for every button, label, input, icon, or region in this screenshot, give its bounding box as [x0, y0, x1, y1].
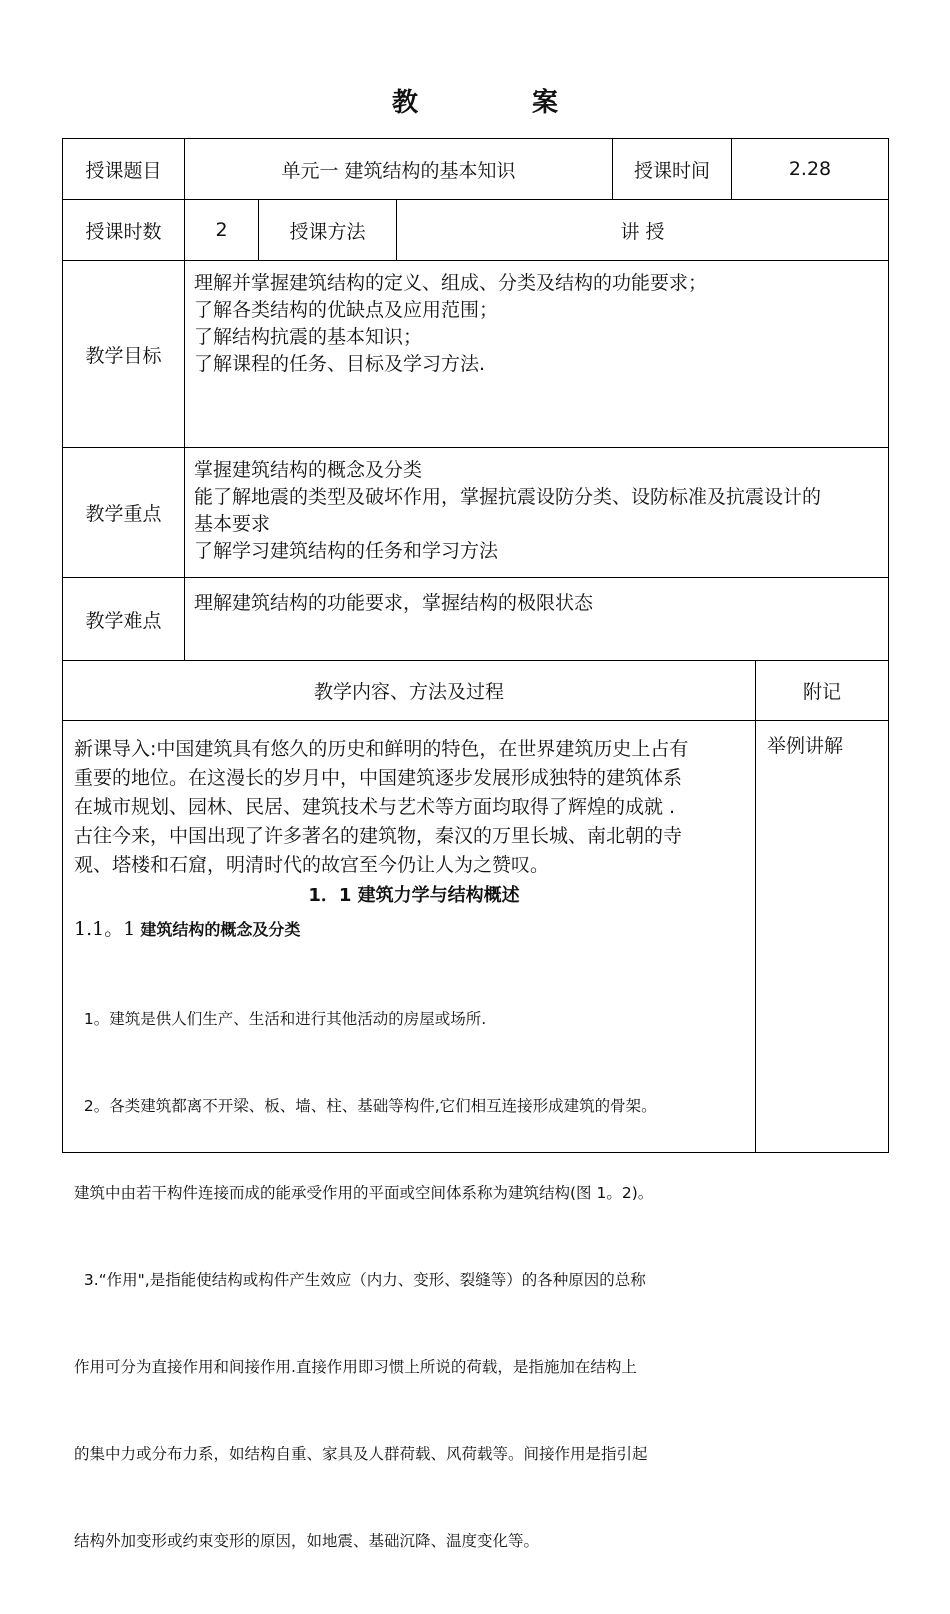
content-body: [74, 735, 754, 1614]
intro-line: 重要的地位。在这漫长的岁月中，中国建筑逐步发展形成独特的建筑体系: [74, 767, 683, 789]
body-line: 3.“作用",是指能使结构或构件产生效应（内力、变形、裂缝等）的各种原因的总称: [74, 1271, 646, 1289]
key-points-list: [194, 457, 886, 565]
subsection-number: 1.1。1: [74, 918, 136, 940]
objective-line: 了解结构抗震的基本知识；: [194, 326, 423, 348]
objectives-list: [194, 270, 884, 378]
body-line: 作用可分为直接作用和间接作用.直接作用即习惯上所说的荷载，是指施加在结构上: [74, 1358, 637, 1376]
subject-label: 授课题目: [85, 159, 162, 182]
content-header-label: 教学内容、方法及过程: [313, 681, 504, 703]
time-value: 2.28: [788, 158, 832, 180]
key-point-line: 掌握建筑结构的概念及分类: [194, 459, 423, 481]
intro-paragraph: [74, 735, 754, 880]
body-line: 1。建筑是供人们生产、生活和进行其他活动的房屋或场所.: [74, 1010, 487, 1028]
time-label: 授课时间: [633, 159, 710, 182]
method-label: 授课方法: [289, 220, 366, 243]
objective-line: 了解各类结构的优缺点及应用范围；: [194, 299, 499, 321]
difficulties-label: 教学难点: [85, 609, 162, 632]
difficulties-text: 理解建筑结构的功能要求，掌握结构的极限状态: [194, 592, 594, 614]
hours-label: 授课时数: [85, 220, 162, 243]
key-point-line: 基本要求: [194, 513, 271, 535]
key-point-line: 了解学习建筑结构的任务和学习方法: [194, 540, 499, 562]
subsection-title: 建筑结构的概念及分类: [140, 920, 301, 939]
key-points-label: 教学重点: [85, 503, 162, 525]
intro-line: 观、塔楼和石窟，明清时代的故宫至今仍让人为之赞叹。: [74, 854, 550, 876]
objective-line: 理解并掌握建筑结构的定义、组成、分类及结构的功能要求；: [194, 272, 708, 294]
body-paragraphs: [74, 947, 754, 1614]
subsection-heading: [74, 914, 754, 945]
key-point-line: 能了解地震的类型及破坏作用，掌握抗震设防分类、设防标准及抗震设计的: [194, 486, 822, 508]
intro-line: 新课导入:中国建筑具有悠久的历史和鲜明的特色，在世界建筑历史上占有: [74, 738, 689, 760]
objectives-label: 教学目标: [85, 344, 162, 367]
intro-line: 古往今来，中国出现了许多著名的建筑物，秦汉的万里长城、南北朝的寺: [74, 825, 683, 847]
method-value: 讲 授: [620, 220, 665, 243]
body-line: 的集中力或分布力系，如结构自重、家具及人群荷载、风荷载等。间接作用是指引起: [74, 1445, 648, 1463]
body-line: 建筑中由若干构件连接而成的能承受作用的平面或空间体系称为建筑结构(图 1。2)。: [74, 1184, 654, 1202]
subject-value: 单元一 建筑结构的基本知识: [281, 159, 516, 182]
objective-line: 了解课程的任务、目标及学习方法.: [194, 353, 486, 375]
intro-line: 在城市规划、园林、民居、建筑技术与艺术等方面均取得了辉煌的成就 .: [74, 796, 676, 818]
note-text: 举例讲解: [767, 735, 844, 757]
body-line: 结构外加变形或约束变形的原因，如地震、基础沉降、温度变化等。: [74, 1532, 540, 1550]
document-title: 教 案: [391, 88, 602, 118]
section-title: 1．1 建筑力学与结构概述: [308, 885, 520, 906]
note-header-label: 附记: [802, 681, 841, 703]
body-line: 2。各类建筑都离不开梁、板、墙、柱、基础等构件,它们相互连接形成建筑的骨架。: [74, 1097, 657, 1115]
hours-value: 2: [215, 219, 228, 241]
